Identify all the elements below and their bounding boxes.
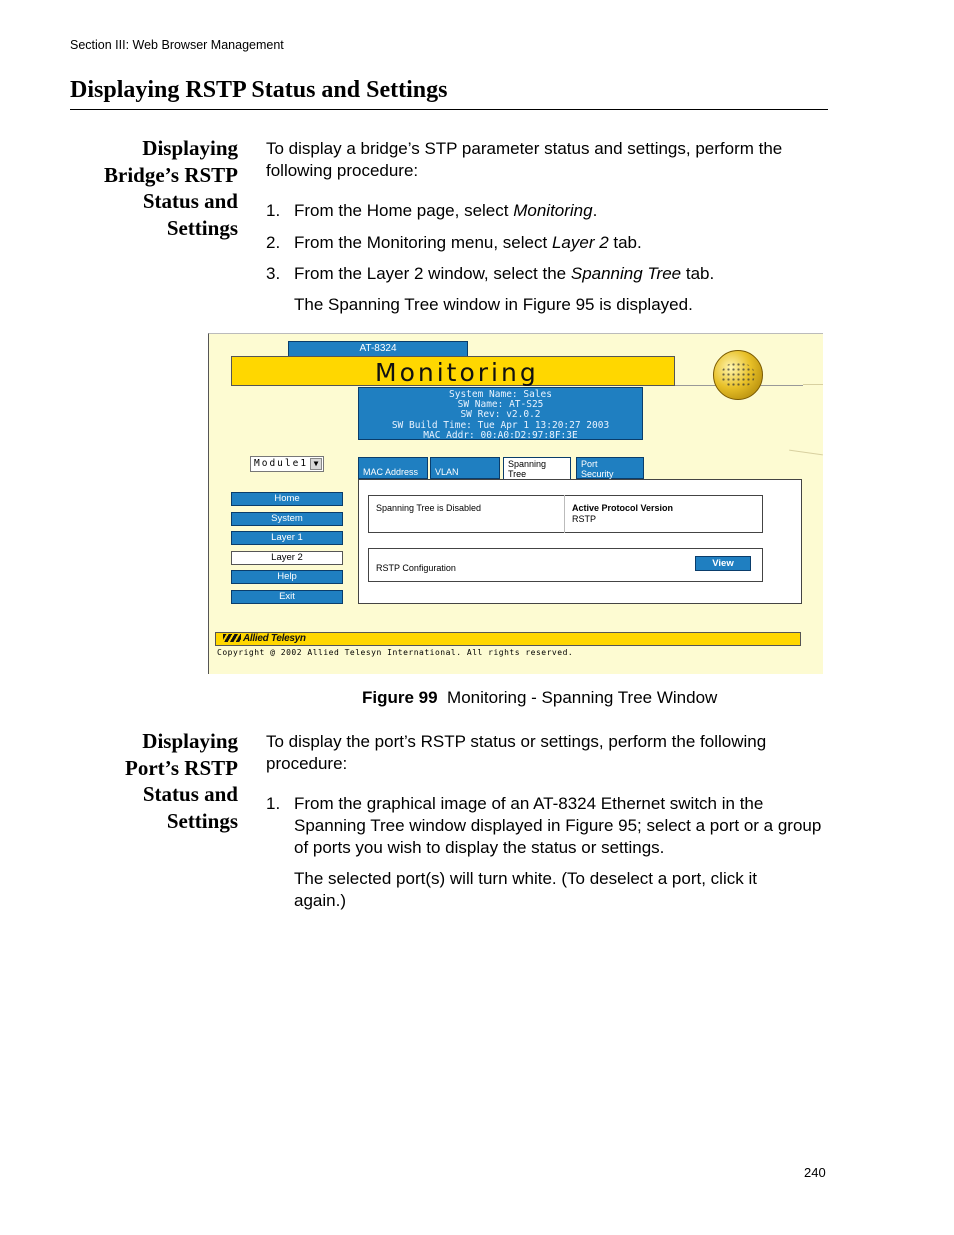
- tab-label: Tree: [508, 468, 527, 479]
- nav-home-button[interactable]: Home: [231, 492, 343, 506]
- intro-line: following procedure:: [266, 161, 419, 180]
- step-text: From the Monitoring menu, select: [294, 233, 552, 252]
- tab-label: Spanning: [508, 459, 547, 469]
- section-header: Section III: Web Browser Management: [70, 38, 284, 52]
- step-text: From the Home page, select: [294, 201, 514, 220]
- stp-status-label: Spanning Tree is Disabled: [376, 503, 482, 513]
- step-text: From the Layer 2 window, select the: [294, 264, 571, 283]
- section2-step-number: 1.: [266, 794, 281, 813]
- heading-line: Status and: [142, 189, 238, 213]
- step-number: 2.: [266, 233, 281, 252]
- section2-intro: [266, 731, 766, 775]
- banner-title: Monitoring: [375, 358, 539, 387]
- step-line: of ports you wish to display the status or settings.: [294, 838, 665, 857]
- step-1: [266, 200, 280, 222]
- intro-line: To display a bridge’s STP parameter status and settings, perform the: [266, 139, 783, 158]
- note-line: The selected port(s) will turn white. (To deselect a port, click it: [294, 869, 757, 888]
- heading-line: Settings: [166, 808, 238, 833]
- logo-text: Allied Telesyn: [243, 633, 306, 644]
- step-number: 1.: [266, 201, 281, 220]
- section2-note: [294, 868, 757, 912]
- step-text: .: [592, 201, 598, 220]
- info-line: System Name: Sales: [449, 389, 552, 400]
- caption-text: Monitoring - Spanning Tree Window: [447, 688, 718, 707]
- section2-step-text: [294, 793, 821, 859]
- step-note: The Spanning Tree window in Figure 95 is displayed.: [294, 295, 693, 314]
- heading-line: Settings: [166, 215, 238, 240]
- caption-label: Figure 99: [362, 688, 438, 707]
- nav-layer1-button[interactable]: Layer 1: [231, 531, 343, 545]
- tab-port-security[interactable]: [576, 457, 644, 479]
- logo-stripes-icon: [223, 634, 241, 642]
- note-line: again.): [294, 891, 346, 910]
- tab-mac-address[interactable]: [358, 457, 428, 479]
- system-info-box: [358, 387, 643, 440]
- heading-line: Bridge’s RSTP: [104, 162, 238, 187]
- heading-line: Status and: [142, 782, 238, 806]
- protocol-value: RSTP: [572, 514, 597, 524]
- info-line: MAC Addr: 00:A0:D2:97:8F:3E: [423, 429, 578, 441]
- info-line: SW Rev: v2.0.2: [460, 409, 541, 421]
- nav-layer2-button[interactable]: Layer 2: [231, 551, 343, 565]
- page-title: Displaying RSTP Status and Settings: [70, 77, 448, 103]
- section2-heading: [68, 728, 238, 834]
- view-button[interactable]: View: [695, 556, 751, 571]
- intro-line: procedure:: [266, 754, 348, 773]
- nav-system-button[interactable]: System: [231, 512, 343, 526]
- intro-line: To display the port’s RSTP status or settings, perform the following: [266, 732, 767, 751]
- protocol-label: Active Protocol Version: [572, 503, 674, 513]
- heading-line: Displaying: [142, 729, 238, 753]
- step-2: [266, 232, 280, 254]
- heading-line: Displaying: [142, 136, 238, 160]
- decor-line: [789, 450, 823, 456]
- step-1-text: [294, 200, 597, 222]
- step-3-text: [294, 263, 714, 285]
- nav-exit-button[interactable]: Exit: [231, 590, 343, 604]
- info-line: SW Name: AT-S25: [457, 399, 544, 411]
- step-emphasis: Monitoring: [513, 201, 593, 220]
- step-line: From the graphical image of an AT-8324 Ethernet switch in the: [294, 794, 764, 813]
- chevron-down-icon[interactable]: ▼: [310, 458, 322, 470]
- heading-line: Port’s RSTP: [125, 755, 238, 780]
- tab-vlan[interactable]: [430, 457, 500, 479]
- model-tab[interactable]: AT-8324: [288, 341, 468, 357]
- step-line: Spanning Tree window displayed in Figure 95; select a port or a group: [294, 816, 822, 835]
- step-2-text: [294, 232, 642, 254]
- tab-spanning-tree[interactable]: [503, 457, 571, 480]
- copyright-text: Copyright @ 2002 Allied Telesyn International. All rights reserved.: [217, 648, 574, 657]
- module-select-value: Module1: [254, 458, 309, 469]
- nav-help-button[interactable]: Help: [231, 570, 343, 584]
- section1-heading: [68, 135, 238, 241]
- title-rule: [70, 109, 828, 110]
- section1-intro: [266, 138, 782, 182]
- monitoring-screenshot: [208, 333, 823, 674]
- tab-label: VLAN: [435, 466, 459, 477]
- step-text: tab.: [608, 233, 642, 252]
- globe-pattern: [721, 362, 755, 388]
- decor-line: [803, 384, 823, 385]
- step-3: [266, 263, 280, 285]
- step-number: 3.: [266, 264, 281, 283]
- page-number: 240: [804, 1165, 826, 1180]
- allied-telesyn-logo: [223, 633, 306, 644]
- step-emphasis: Spanning Tree: [570, 264, 682, 283]
- status-box: [368, 495, 763, 533]
- step-emphasis: Layer 2: [551, 233, 609, 252]
- tab-label: Security: [581, 468, 614, 479]
- info-line: SW Build Time: Tue Apr 1 13:20:27 2003: [391, 419, 610, 431]
- tab-label: MAC Address: [363, 466, 419, 477]
- tab-label: Port: [581, 459, 598, 469]
- module-select[interactable]: [250, 456, 324, 472]
- step-text: tab.: [681, 264, 715, 283]
- status-divider: [564, 495, 565, 533]
- rstp-config-label: RSTP Configuration: [376, 563, 456, 573]
- figure-caption: [362, 688, 717, 708]
